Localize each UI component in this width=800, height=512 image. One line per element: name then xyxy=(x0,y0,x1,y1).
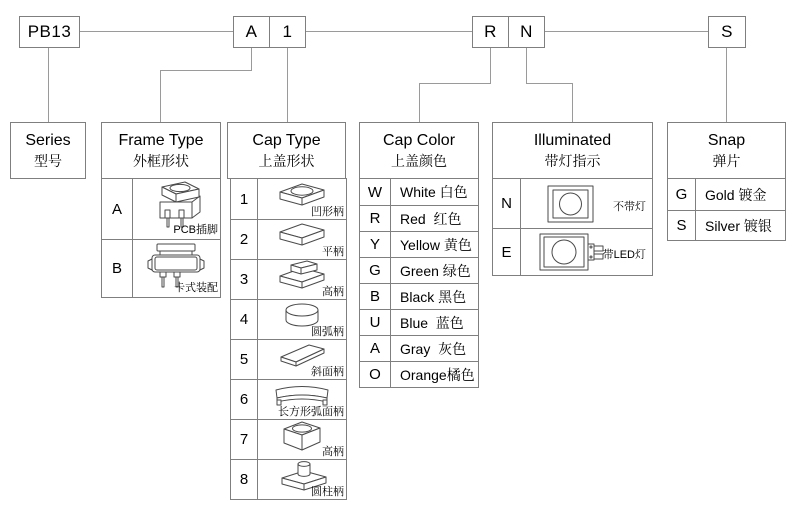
code-box-frame-captype xyxy=(233,16,306,48)
cap-type-table xyxy=(230,178,347,500)
row-code: 7 xyxy=(231,420,258,459)
code-cap-type: 1 xyxy=(269,17,305,47)
row-figure-cell xyxy=(521,229,652,275)
row-code: E xyxy=(493,229,521,275)
header-cap-color-zh: 上盖颜色 xyxy=(391,152,447,169)
connector-line xyxy=(490,48,491,83)
table-row xyxy=(360,335,478,361)
table-row xyxy=(360,283,478,309)
row-label: Silver 镀银 xyxy=(705,217,772,234)
header-snap-en: Snap xyxy=(707,132,746,150)
row-code: S xyxy=(668,211,696,240)
stepped-high-cap-icon xyxy=(276,259,328,293)
row-figure-cell xyxy=(258,260,346,299)
code-box-series xyxy=(19,16,80,48)
header-frame-type xyxy=(101,122,221,179)
row-code: G xyxy=(360,258,391,283)
row-figure-cell xyxy=(258,340,346,379)
code-frame-type: A xyxy=(245,22,258,41)
row-code: A xyxy=(360,336,391,361)
row-label: 圆弧柄 xyxy=(311,326,344,338)
connector-line xyxy=(726,48,727,122)
table-row xyxy=(102,179,220,239)
row-figure-cell xyxy=(133,179,220,239)
header-series xyxy=(10,122,86,179)
connector-line xyxy=(48,48,49,122)
row-label: PCB插脚 xyxy=(173,224,218,236)
header-cap-color-en: Cap Color xyxy=(382,132,456,150)
header-cap-color xyxy=(359,122,479,179)
row-code: W xyxy=(360,179,391,205)
cap-color-table xyxy=(359,178,479,388)
row-label: 卡式装配 xyxy=(174,282,218,294)
code-cap-color: R xyxy=(484,22,497,41)
row-figure-cell xyxy=(258,179,346,219)
row-code: B xyxy=(102,240,133,297)
code-illuminated: N xyxy=(508,17,544,47)
row-label: 凹形柄 xyxy=(311,206,344,218)
connector-line xyxy=(419,83,491,84)
row-label: Gold 镀金 xyxy=(705,186,767,203)
connector-line xyxy=(419,83,420,122)
row-figure-cell xyxy=(258,420,346,459)
connector-line xyxy=(287,48,288,122)
row-label: Blue 蓝色 xyxy=(400,314,464,331)
table-row xyxy=(102,239,220,297)
connector-line xyxy=(80,31,233,32)
table-row xyxy=(493,228,652,275)
code-box-color-illuminated xyxy=(472,16,545,48)
connector-line xyxy=(526,83,572,84)
table-row xyxy=(668,210,785,240)
illuminated-table xyxy=(492,178,653,276)
header-illuminated xyxy=(492,122,653,179)
row-label: Black 黑色 xyxy=(400,288,467,305)
row-code: 6 xyxy=(231,380,258,419)
header-cap-type xyxy=(227,122,346,179)
table-row xyxy=(360,361,478,387)
frame-type-table xyxy=(101,178,221,298)
table-row xyxy=(493,179,652,228)
code-series: PB13 xyxy=(27,22,72,41)
row-code: 2 xyxy=(231,220,258,259)
header-illuminated-en: Illuminated xyxy=(533,132,612,150)
flat-cap-icon xyxy=(276,220,328,251)
row-figure-cell xyxy=(521,179,652,228)
snap-table xyxy=(667,178,786,241)
row-figure-cell xyxy=(133,240,220,297)
table-row xyxy=(231,299,346,339)
header-series-en: Series xyxy=(25,132,71,150)
connector-line xyxy=(251,48,252,70)
row-code: A xyxy=(102,179,133,239)
table-row xyxy=(231,259,346,299)
table-row xyxy=(360,257,478,283)
row-label: White 白色 xyxy=(400,184,468,200)
code-snap: S xyxy=(721,22,733,41)
table-row xyxy=(231,219,346,259)
table-row xyxy=(360,309,478,335)
no-lamp-icon xyxy=(547,185,594,223)
header-frame-type-zh: 外框形状 xyxy=(133,152,189,169)
table-row xyxy=(231,379,346,419)
row-code: 4 xyxy=(231,300,258,339)
table-row xyxy=(231,179,346,219)
row-code: N xyxy=(493,179,521,228)
connector-line xyxy=(572,83,573,122)
row-label: Yellow 黄色 xyxy=(400,236,472,253)
row-label: 斜面柄 xyxy=(311,366,344,378)
connector-line xyxy=(545,31,708,32)
row-label: 平柄 xyxy=(322,246,344,258)
header-snap-zh: 弹片 xyxy=(712,152,741,169)
row-code: 5 xyxy=(231,340,258,379)
row-code: 3 xyxy=(231,260,258,299)
table-row xyxy=(231,459,346,499)
row-code: Y xyxy=(360,232,391,257)
led-lamp-icon xyxy=(539,233,609,271)
row-label: 高柄 xyxy=(322,286,344,298)
connector-line xyxy=(526,48,527,83)
row-code: 1 xyxy=(231,179,258,219)
table-row xyxy=(360,205,478,231)
row-label: 高柄 xyxy=(322,446,344,458)
row-label: Gray 灰色 xyxy=(400,340,467,357)
row-label: 不带灯 xyxy=(613,200,646,213)
tall-cap-icon xyxy=(278,418,326,455)
header-series-zh: 型号 xyxy=(34,152,62,169)
row-label: Green 绿色 xyxy=(400,262,471,279)
code-box-snap xyxy=(708,16,746,48)
header-cap-type-en: Cap Type xyxy=(252,132,321,150)
table-row xyxy=(668,179,785,210)
header-snap xyxy=(667,122,786,179)
header-cap-type-zh: 上盖形状 xyxy=(258,152,315,169)
row-label: Red 红色 xyxy=(400,210,462,227)
connector-line xyxy=(306,31,472,32)
row-figure-cell xyxy=(258,300,346,339)
row-label: 带LED灯 xyxy=(602,248,646,261)
header-frame-type-en: Frame Type xyxy=(118,132,204,150)
row-label: 长方形弧面柄 xyxy=(278,406,344,418)
row-code: O xyxy=(360,362,391,387)
table-row xyxy=(231,339,346,379)
header-illuminated-zh: 带灯指示 xyxy=(544,152,601,169)
row-label: 圆柱柄 xyxy=(311,486,344,498)
row-figure-cell xyxy=(258,380,346,419)
row-code: 8 xyxy=(231,460,258,499)
row-figure-cell xyxy=(258,220,346,259)
connector-line xyxy=(160,70,161,122)
row-figure-cell xyxy=(258,460,346,499)
table-row xyxy=(360,231,478,257)
table-row xyxy=(231,419,346,459)
row-label: Orange橘色 xyxy=(400,366,475,383)
connector-line xyxy=(160,70,252,71)
row-code: R xyxy=(360,206,391,231)
row-code: G xyxy=(668,179,696,210)
row-code: B xyxy=(360,284,391,309)
table-row xyxy=(360,179,478,205)
row-code: U xyxy=(360,310,391,335)
